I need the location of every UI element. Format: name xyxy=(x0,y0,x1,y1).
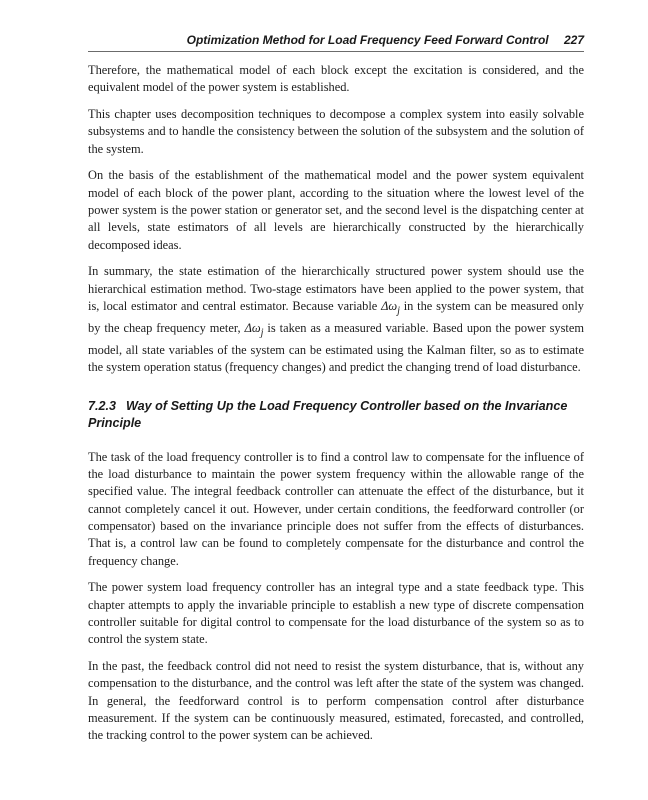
section-number: 7.2.3 xyxy=(88,399,117,414)
math-variable xyxy=(381,299,400,317)
section-heading xyxy=(88,398,584,433)
body-text xyxy=(88,62,584,754)
paragraph: This chapter uses decomposition techniques to decompose a complex system into easily solvable subsystems and to handle the consistency between the solution of the subsystem and the solution of the system. xyxy=(88,107,584,156)
running-header xyxy=(88,33,584,52)
text-run: is taken as a measured variable. Based upon the power system model, all state variables of the system can be estimated using the Kalman filter, so as to estimate the system operation status (frequency changes) and predict the changing trend of load disturbance. xyxy=(88,320,584,374)
page-number: 227 xyxy=(563,33,584,47)
math-symbol: Δω xyxy=(381,299,398,314)
paragraph: On the basis of the establishment of the mathematical model and the power system equivalent model of each block of the power plant, according to the situation where the lowest level of the power system is the power station or generator set, and the second level is the dispatching center at all levels, state estimators of all levels are hierarchically constructed by the hierarchically decomposed ideas. xyxy=(88,168,584,252)
paragraph: The power system load frequency controller has an integral type and a state feedback type. This chapter attempts to apply the invariable principle to establish a new type of discrete compensation controller suitable for digital control to compensate for the load disturbance of the system so as to control the system state. xyxy=(88,580,584,647)
math-subscript: j xyxy=(397,305,400,317)
summary-paragraph xyxy=(88,263,584,376)
math-symbol: Δω xyxy=(244,320,261,335)
paragraph: In the past, the feedback control did not need to resist the system disturbance, that is, without any compensation to the disturbance, and the control was left after the state of the system was changed. In general, the feedforward control is to perform compensation control after disturbance measurement. If the system can be continuously measured, estimated, forecasted, and controlled, the tracking control to the power system can be achieved. xyxy=(88,659,584,743)
section-title: Way of Setting Up the Load Frequency Controller based on the Invariance Principle xyxy=(88,399,568,431)
running-title: Optimization Method for Load Frequency Feed Forward Control xyxy=(186,33,549,47)
paragraph: The task of the load frequency controller is to find a control law to compensate for the influence of the load disturbance to maintain the power system frequency within the allowable range of the specified value. The integral feedback controller can attenuate the effect of the disturbance, but it cannot completely cancel it out. However, under certain conditions, the feedforward controller (or compensator) based on the invariance principle does not suffer from the effects of disturbances. That is, a control law can be found to completely compensate for the disturbance and control the frequency change. xyxy=(88,449,584,568)
text-run: In summary, the state estimation of the hierarchically structured power system should use the hierarchical estimation method. Two-stage estimators have been applied to the power system, that is, local estimator and central estimator. Because variable xyxy=(88,264,584,314)
math-subscript: j xyxy=(260,327,264,339)
text-run: in the system can be measured only by the cheap frequency meter, xyxy=(88,299,584,335)
math-variable xyxy=(244,320,264,339)
paragraph: Therefore, the mathematical model of each block except the excitation is considered, and the equivalent model of the power system is established. xyxy=(88,63,584,95)
